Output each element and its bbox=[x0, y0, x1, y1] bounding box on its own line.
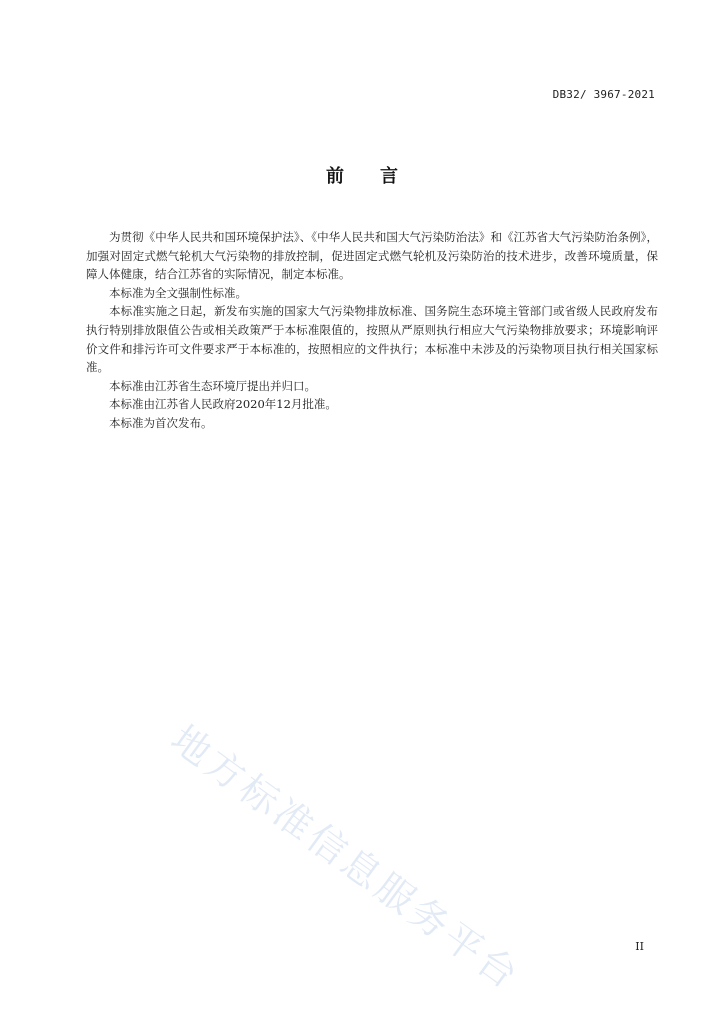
paragraph-4: 本标准由江苏省生态环境厅提出并归口。 bbox=[109, 378, 316, 393]
paragraph-5: 本标准由江苏省人民政府2020年12月批准。 bbox=[109, 397, 337, 412]
page-title bbox=[0, 162, 724, 188]
document-code: DB32/ 3967-2021 bbox=[552, 88, 655, 101]
watermark: 地方标准信息服务平台 bbox=[163, 716, 529, 1000]
paragraph-2: 本标准为全文强制性标准。 bbox=[109, 285, 247, 300]
title-char-1: 前 bbox=[326, 166, 344, 187]
foreword-body bbox=[86, 228, 658, 433]
paragraph-1: 为贯彻《中华人民共和国环境保护法》、《中华人民共和国大气污染防治法》和《江苏省大气污染防治条例》，加强对固定式燃气轮机大气污染物的排放控制，促进固定式燃气轮机及污染防治的技术进步，改善环境质量，保障人体健康，结合江苏省的实际情况，制定本标准。 bbox=[86, 230, 658, 282]
paragraph-6: 本标准为首次发布。 bbox=[109, 415, 213, 430]
page-number: II bbox=[635, 940, 644, 953]
paragraph-3: 本标准实施之日起，新发布实施的国家大气污染物排放标准、国务院生态环境主管部门或省级人民政府发布执行特别排放限值公告或相关政策严于本标准限值的，按照从严原则执行相应大气污染物排放要求；环境影响评价文件和排污许可文件要求严于本标准的，按照相应的文件执行；本标准中未涉及的污染物项目执行相关国家标准。 bbox=[86, 304, 658, 375]
title-char-2: 言 bbox=[380, 166, 398, 187]
